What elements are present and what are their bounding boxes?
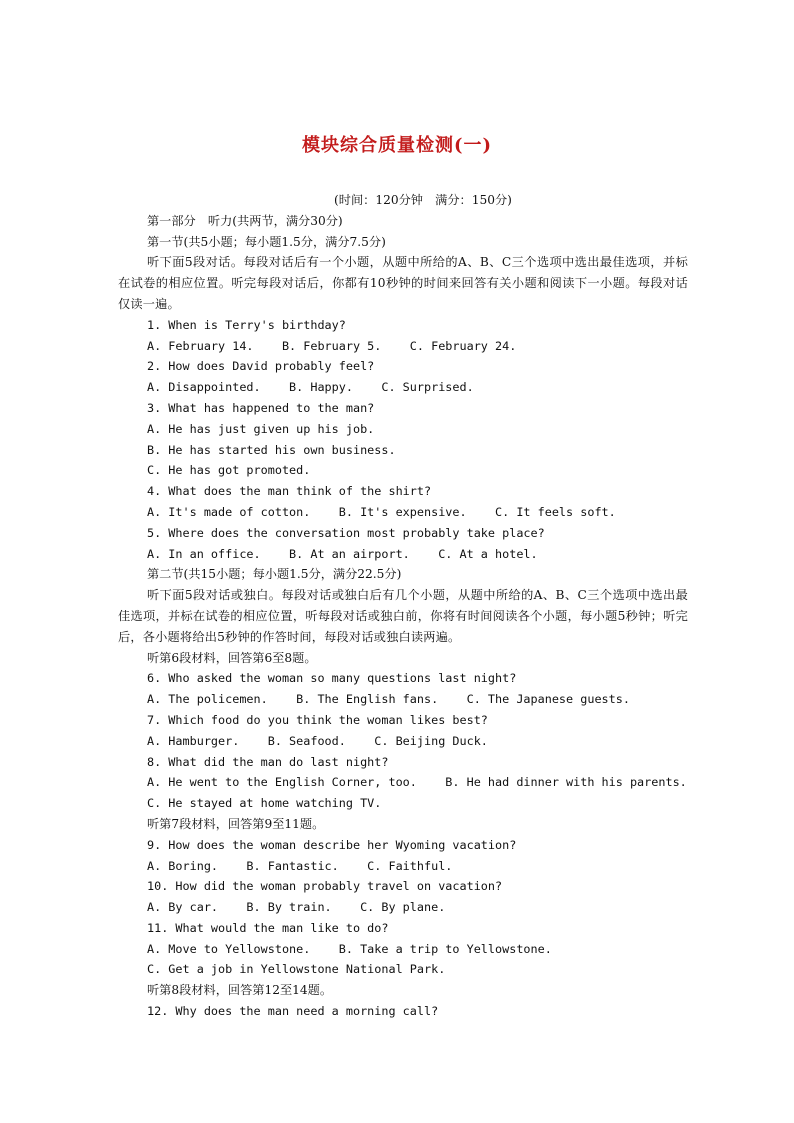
question-line: 1. When is Terry's birthday? (147, 317, 346, 332)
section2-heading: 第二节(共15小题；每小题1.5分，满分22.5分) (147, 567, 402, 582)
question-line: 10. How did the woman probably travel on vacation? (147, 879, 503, 894)
options-line: A. He went to the English Corner, too. B. He had dinner with his parents. (147, 775, 687, 790)
question-line: 5. Where does the conversation most probably take place? (147, 525, 545, 540)
options-line: A. In an office. B. At an airport. C. At a hotel. (147, 546, 538, 561)
options-line: A. He has just given up his job. (147, 421, 375, 436)
material-heading: 听第8段材料，回答第12至14题。 (147, 983, 333, 998)
options-line: A. February 14. B. February 5. C. February 24. (147, 338, 517, 353)
options-line: C. He has got promoted. (147, 463, 311, 478)
options-line: B. He has started his own business. (147, 442, 396, 457)
question-line: 2. How does David probably feel? (147, 359, 375, 374)
options-line: A. Hamburger. B. Seafood. C. Beijing Duck. (147, 733, 488, 748)
page-title: 模块综合质量检测(一) (301, 135, 493, 156)
question-line: 4. What does the man think of the shirt? (147, 484, 432, 499)
question-line: 8. What did the man do last night? (147, 754, 389, 769)
section2-instructions: 听下面5段对话或独白。每段对话或独白后有几个小题，从题中所给的A、B、C三个选项中选出最佳选项，并标在试卷的相应位置，听每段对话或独白前，你将有时间阅读各个小题，每小题5秒钟；听完后，各小题将给出5秒钟的作答时间，每段对话或独白读两遍。 (118, 588, 688, 644)
options-line: A. By car. B. By train. C. By plane. (147, 900, 446, 915)
part1-heading: 第一部分 听力(共两节，满分30分) (147, 213, 343, 228)
question-line: 6. Who asked the woman so many questions last night? (147, 671, 517, 686)
options-line: A. Boring. B. Fantastic. C. Faithful. (147, 858, 453, 873)
question-line: 12. Why does the man need a morning call? (147, 1004, 439, 1019)
time-info: (时间：120分钟 满分：150分) (334, 193, 512, 207)
question-line: 11. What would the man like to do? (147, 920, 389, 935)
options-line: A. Move to Yellowstone. B. Take a trip to Yellowstone. (147, 941, 552, 956)
material-heading: 听第7段材料，回答第9至11题。 (147, 816, 325, 831)
question-line: 3. What has happened to the man? (147, 400, 375, 415)
options-line: A. The policemen. B. The English fans. C. The Japanese guests. (147, 692, 630, 707)
material-heading: 听第6段材料，回答第6至8题。 (147, 650, 317, 665)
section1-heading: 第一节(共5小题；每小题1.5分，满分7.5分) (147, 234, 386, 249)
options-line: A. Disappointed. B. Happy. C. Surprised. (147, 380, 474, 395)
question-line: 7. Which food do you think the woman likes best? (147, 712, 488, 727)
question-line: 9. How does the woman describe her Wyoming vacation? (147, 837, 517, 852)
options-line: A. It's made of cotton. B. It's expensive. C. It feels soft. (147, 504, 616, 519)
document-body (118, 190, 688, 1022)
options-line: C. Get a job in Yellowstone National Park. (147, 962, 446, 977)
options-line: C. He stayed at home watching TV. (147, 796, 382, 811)
section1-instructions: 听下面5段对话。每段对话后有一个小题，从题中所给的A、B、C三个选项中选出最佳选项，并标在试卷的相应位置。听完每段对话后，你都有10秒钟的时间来回答有关小题和阅读下一小题。每段对话仅读一遍。 (118, 255, 688, 311)
